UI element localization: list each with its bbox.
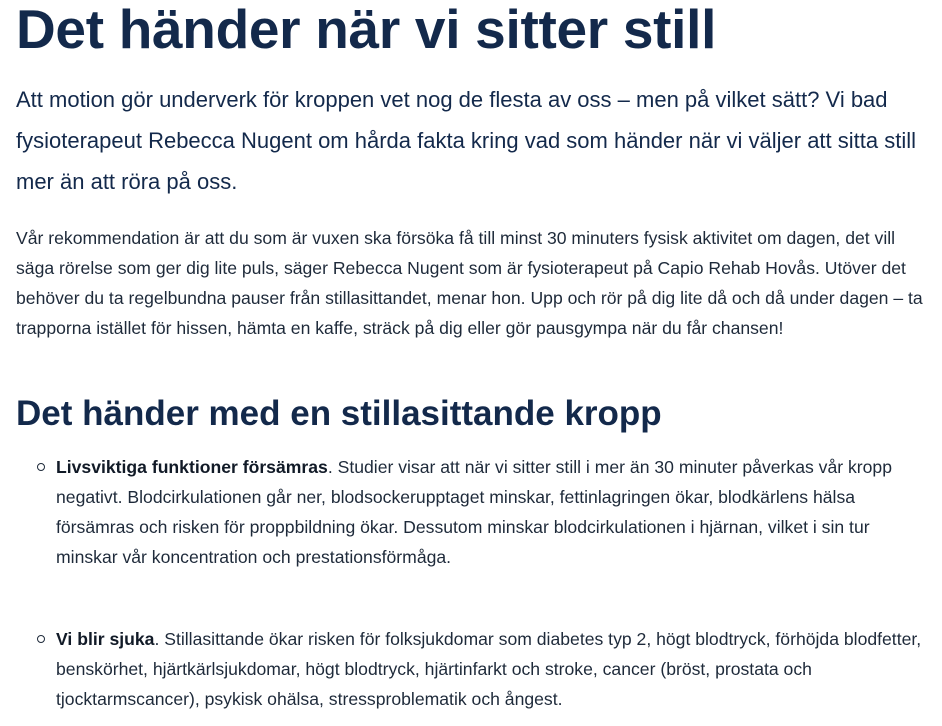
list-item-term: Vi blir sjuka [56,629,155,649]
article-body-paragraph: Vår rekommendation är att du som är vuxen ska försöka få till minst 30 minuters fysisk aktivitet om dagen, det vill säga rörelse som ger dig lite puls, säger Rebecca Nugent som är fysioterapeut på Capio Rehab Hovås. Utöver det behöver du ta regelbundna pauser från stillasittandet, menar hon. Upp och rör på dig lite då och då under dagen – ta trapporna istället för hissen, hämta en kaffe, sträck på dig eller gör pausgympa när du får chansen! [16,228,923,338]
facts-list [16,452,936,714]
section-heading: Det händer med en stillasittande kropp [16,394,662,433]
list-item-text: . Studier visar att när vi sitter still i mer än 30 minuter påverkas vår kropp negativt. Blodcirkulationen går ner, blodsockerupptaget minskar, fettinlagringen ökar, blodkärlens hälsa försämras och risken för proppbildning ökar. Dessutom minskar blodcirkulationen i hjärnan, vilket i sin tur minskar vår koncentration och prestationsförmåga. [56,457,892,567]
circle-bullet-icon [37,463,45,471]
list-item [16,452,936,572]
list-item-text: . Stillasittande ökar risken för folksjukdomar som diabetes typ 2, högt blodtryck, förhöjda blodfetter, benskörhet, hjärtkärlsjukdomar, högt blodtryck, hjärtinfarkt och stroke, cancer (bröst, prostata och tjocktarmscancer), psykisk ohälsa, stressproblematik och ångest. [56,629,922,709]
list-item [16,624,936,714]
list-item-term: Livsviktiga funktioner försämras [56,457,328,477]
article-lead: Att motion gör underverk för kroppen vet nog de flesta av oss – men på vilket sätt? Vi bad fysioterapeut Rebecca Nugent om hårda fakta kring vad som händer när vi väljer att sitta still mer än att röra på oss. [16,87,917,194]
circle-bullet-icon [37,635,45,643]
article-title: Det händer när vi sitter still [16,0,717,60]
